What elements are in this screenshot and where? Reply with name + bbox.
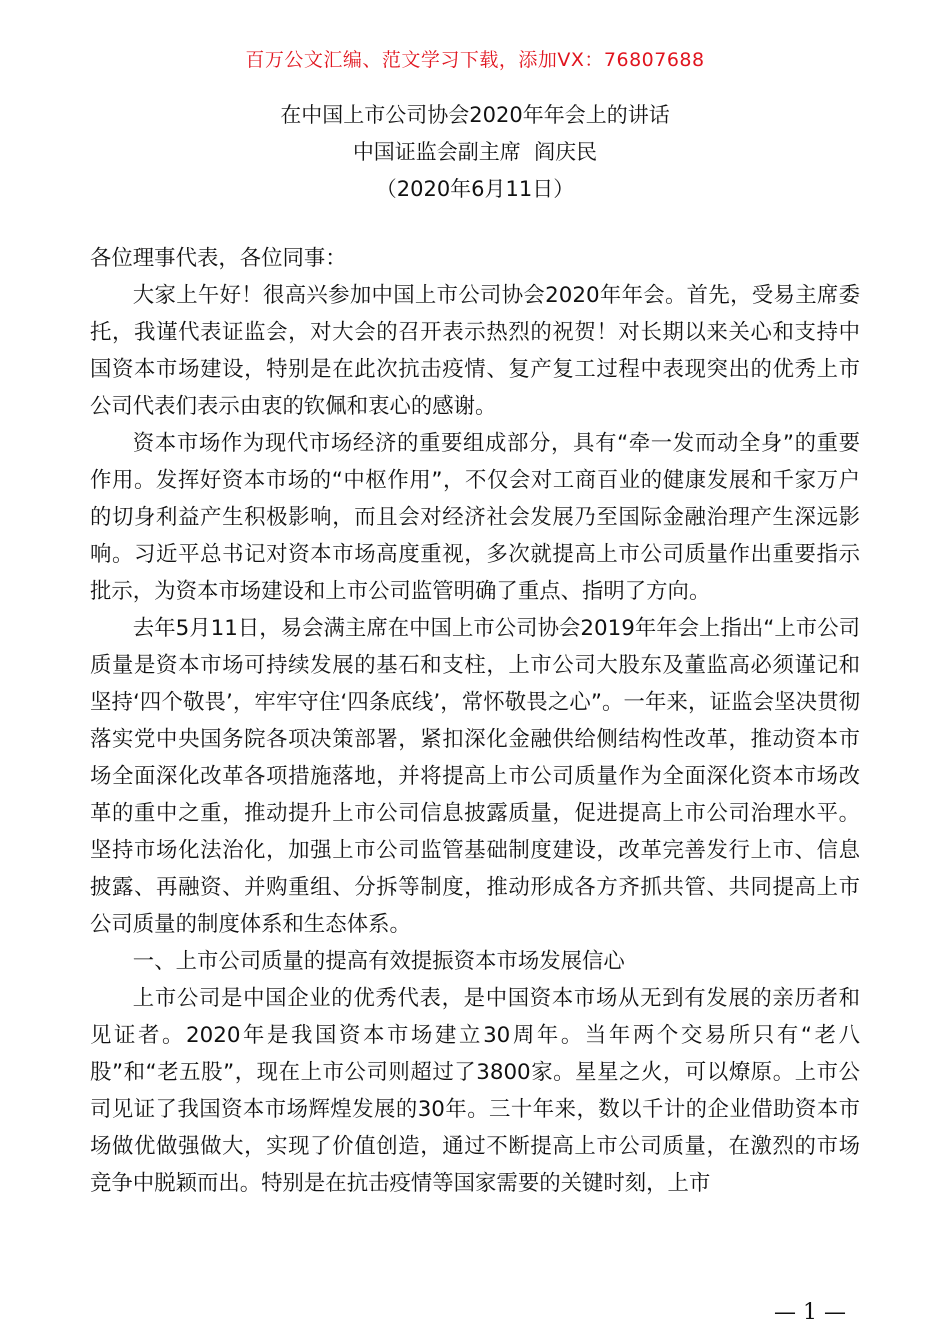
speaker-line: 中国证监会副主席 阎庆民: [352, 140, 598, 164]
page-number: — 1 —: [774, 1300, 846, 1325]
download-banner: 百万公文汇编、范文学习下载，添加VX：76807688: [245, 49, 705, 71]
title-block: [0, 97, 950, 208]
speech-body: [90, 240, 860, 1202]
speech-date: （2020年6月11日）: [375, 177, 575, 201]
document-title: 在中国上市公司协会2020年年会上的讲话: [280, 103, 670, 127]
salutation: 各位理事代表，各位同事：: [90, 246, 347, 271]
section-heading: 一、上市公司质量的提高有效提振资本市场发展信心: [132, 949, 625, 974]
paragraph: 大家上午好！很高兴参加中国上市公司协会2020年年会。首先，受易主席委托，我谨代表证监会，对大会的召开表示热烈的祝贺！对长期以来关心和支持中国资本市场建设，特别是在此次抗击疫情、复产复工过程中表现突出的优秀上市公司代表们表示由衷的钦佩和衷心的感谢。: [90, 283, 860, 419]
paragraph: 资本市场作为现代市场经济的重要组成部分，具有“牵一发而动全身”的重要作用。发挥好资本市场的“中枢作用”，不仅会对工商百业的健康发展和千家万户的切身利益产生积极影响，而且会对经济社会发展乃至国际金融治理产生深远影响。习近平总书记对资本市场高度重视，多次就提高上市公司质量作出重要指示批示，为资本市场建设和上市公司监管明确了重点、指明了方向。: [90, 431, 860, 604]
paragraph: 去年5月11日，易会满主席在中国上市公司协会2019年年会上指出“上市公司质量是资本市场可持续发展的基石和支柱，上市公司大股东及董监高必须谨记和坚持‘四个敬畏’，牢牢守住‘四条底线’，常怀敬畏之心”。一年来，证监会坚决贯彻落实党中央国务院各项决策部署，紧扣深化金融供给侧结构性改革，推动资本市场全面深化改革各项措施落地，并将提高上市公司质量作为全面深化资本市场改革的重中之重，推动提升上市公司信息披露质量，促进提高上市公司治理水平。坚持市场化法治化，加强上市公司监管基础制度建设，改革完善发行上市、信息披露、再融资、并购重组、分拆等制度，推动形成各方齐抓共管、共同提高上市公司质量的制度体系和生态体系。: [90, 616, 860, 937]
paragraph: 上市公司是中国企业的优秀代表，是中国资本市场从无到有发展的亲历者和见证者。2020年是我国资本市场建立30周年。当年两个交易所只有“老八股”和“老五股”，现在上市公司则超过了3800家。星星之火，可以燎原。上市公司见证了我国资本市场辉煌发展的30年。三十年来，数以千计的企业借助资本市场做优做强做大，实现了价值创造，通过不断提高上市公司质量，在激烈的市场竞争中脱颖而出。特别是在抗击疫情等国家需要的关键时刻，上市: [90, 986, 860, 1196]
